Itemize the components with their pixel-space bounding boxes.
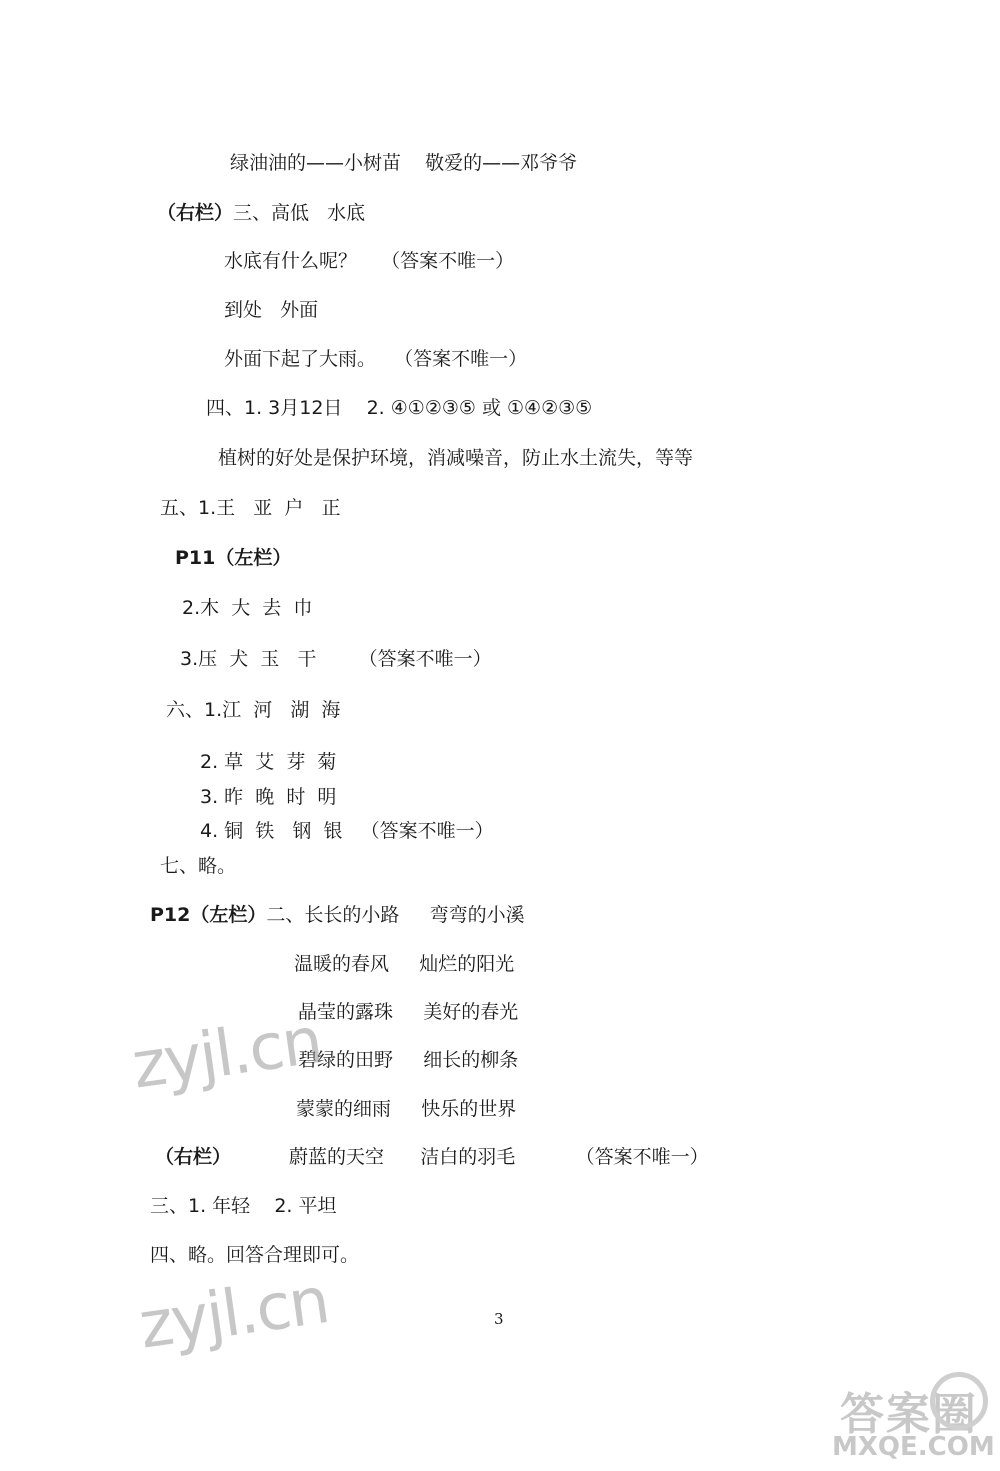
- section-heading-p12: P12（左栏）: [150, 904, 267, 926]
- answer-line-2: [157, 200, 365, 226]
- answer-line-10: 2.木 大 去 巾: [182, 597, 313, 619]
- column-label: （右栏）: [157, 202, 234, 224]
- answer-line-7: 植树的好处是保护环境，消减噪音，防止水土流失，等等: [218, 447, 694, 469]
- answer-line-22: [155, 1144, 709, 1170]
- seal-icon: [930, 1372, 988, 1430]
- answer-line-23: 三、1. 年轻 2. 平坦: [150, 1195, 337, 1217]
- answer-line-12: 六、1.江 河 湖 海: [166, 699, 341, 721]
- answer-line-1: 绿油油的——小树苗 敬爱的——邓爷爷: [230, 152, 578, 174]
- section-heading-p11: P11（左栏）: [175, 547, 292, 569]
- watermark-zyjl-2: zyjl.cn: [134, 1264, 333, 1364]
- answer-text: 二、长长的小路 弯弯的小溪: [266, 904, 525, 926]
- answer-line-11: 3.压 犬 玉 干 （答案不唯一）: [180, 648, 492, 670]
- answer-line-3: 水底有什么呢？ （答案不唯一）: [224, 250, 515, 272]
- watermark-logo-cn: 答案圈: [840, 1389, 978, 1440]
- answer-line-6: 四、1. 3月12日 2. ④①②③⑤ 或 ①④②③⑤: [206, 397, 593, 419]
- answer-text: 三、高低 水底: [233, 202, 366, 224]
- watermark-zyjl-1: zyjl.cn: [127, 1004, 326, 1104]
- answer-line-24: 四、略。回答合理即可。: [150, 1244, 360, 1266]
- answer-line-18: 温暖的春风 灿烂的阳光: [294, 953, 515, 975]
- answer-line-4: 到处 外面: [224, 299, 319, 321]
- answer-line-8: 五、1.王 亚 户 正: [160, 497, 341, 519]
- answer-line-15: 4. 铜 铁 钢 银 （答案不唯一）: [200, 820, 494, 842]
- answer-text: 蔚蓝的天空 洁白的羽毛 （答案不唯一）: [289, 1146, 709, 1168]
- watermark-logo-en: MXQE.COM: [832, 1432, 995, 1462]
- answer-line-20: 碧绿的田野 细长的柳条: [298, 1049, 519, 1071]
- answer-line-17: [150, 902, 525, 928]
- answer-line-13: 2. 草 艾 芽 菊: [200, 751, 337, 773]
- answer-line-21: 蒙蒙的细雨 快乐的世界: [296, 1098, 517, 1120]
- answer-line-14: 3. 昨 晚 时 明: [200, 786, 337, 808]
- answer-line-19: 晶莹的露珠 美好的春光: [298, 1001, 519, 1023]
- page-number: 3: [494, 1310, 504, 1328]
- answer-line-5: 外面下起了大雨。 （答案不唯一）: [224, 348, 528, 370]
- answer-line-16: 七、略。: [160, 855, 237, 877]
- column-label: （右栏）: [155, 1146, 232, 1168]
